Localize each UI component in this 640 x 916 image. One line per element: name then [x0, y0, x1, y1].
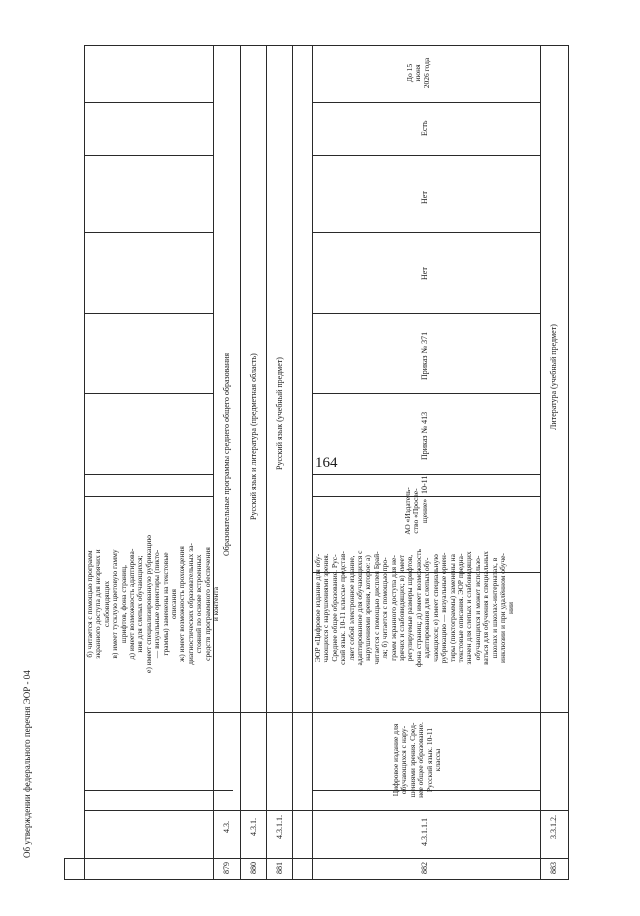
row-number: 879	[222, 862, 231, 874]
section-heading: Русский язык и литература (предметная область)	[249, 353, 258, 520]
page-footer: Об утверждении федерального перечня ЭОР - 04	[22, 670, 32, 858]
row-code: 4.3.	[222, 821, 231, 833]
section-heading: Русский язык (учебный предмет)	[275, 357, 284, 470]
row-number: 881	[275, 862, 284, 874]
resource-name: Цифровое издание для обучающихся с нару- шениями зрения. Сред- нее общее образование. Русский язык. 10-11 классы	[391, 722, 443, 798]
value-3: Есть	[420, 120, 429, 136]
value-2: Нет	[420, 191, 429, 204]
row-code: 4.3.1.1.	[275, 815, 284, 839]
row-code: 4.3.1.1.1	[420, 818, 429, 846]
grades: 10-11	[420, 475, 429, 494]
resource-description: ЭОР «Цифровое издание для обу- чающихся с нарушениями зрения. Среднее общее образование. Рус- ский язык. 10-11 классы» представ- ляет собой электронное издание, адаптированное для обучающихся с нарушениями зрения, которое: а) читается с помощью дисплея Брай- ля; б) читается с помощью про- грамм экранного доступа для не- зрячих и слабовидящих; в) имеет регулируемые размеры шрифтов, фона страниц; д) имеет возможность адаптирования для слепых обу- чающихся; е) имеет специальную рубрикацию — визуальные ориен- тиры (пиктограммы) заменены на текстовые описания. ЭОР предна- значен для слепых и слабовидящих обучающихся и может использо- ваться для обучения в специальных школах и школах-интернатах, в инклюзии и при удалённом обуче- нии	[313, 549, 516, 667]
row-code: 4.3.1.	[249, 818, 258, 836]
row-code: 3.3.1.2.	[549, 815, 558, 839]
approval-order-1: Приказ № 413	[420, 411, 429, 460]
page-number: 164	[315, 455, 338, 471]
value-1: Нет	[420, 267, 429, 280]
row-number: 883	[549, 862, 558, 874]
section-heading: Литература (учебный предмет)	[549, 324, 558, 430]
row-number: 882	[420, 862, 429, 874]
row-number: 880	[249, 862, 258, 874]
approval-order-2: Приказ № 371	[420, 331, 429, 380]
continued-description: б) читается с помощью программ экранного доступа для незрячих и слабовидящих в) имеет тусклую цветовую гамму шрифтов, фона страниц, д) имеет возможность адаптирова- ния для слепых обучающихся; е) имеет специализированную рубрикацию — визуальные ориентиры (пикто- граммы) заменены на текстовые описания ж) имеет возможность прохождения диагностических образовательных за- стояний по основе встроенных средств программного обеспечения и контента	[85, 535, 221, 673]
publisher: АО «Издатель- ство «Просве- щение»	[403, 487, 429, 535]
section-heading: Образовательные программы среднего общего образования	[222, 352, 231, 556]
deadline: До 15 июня 2026 года	[405, 57, 431, 89]
